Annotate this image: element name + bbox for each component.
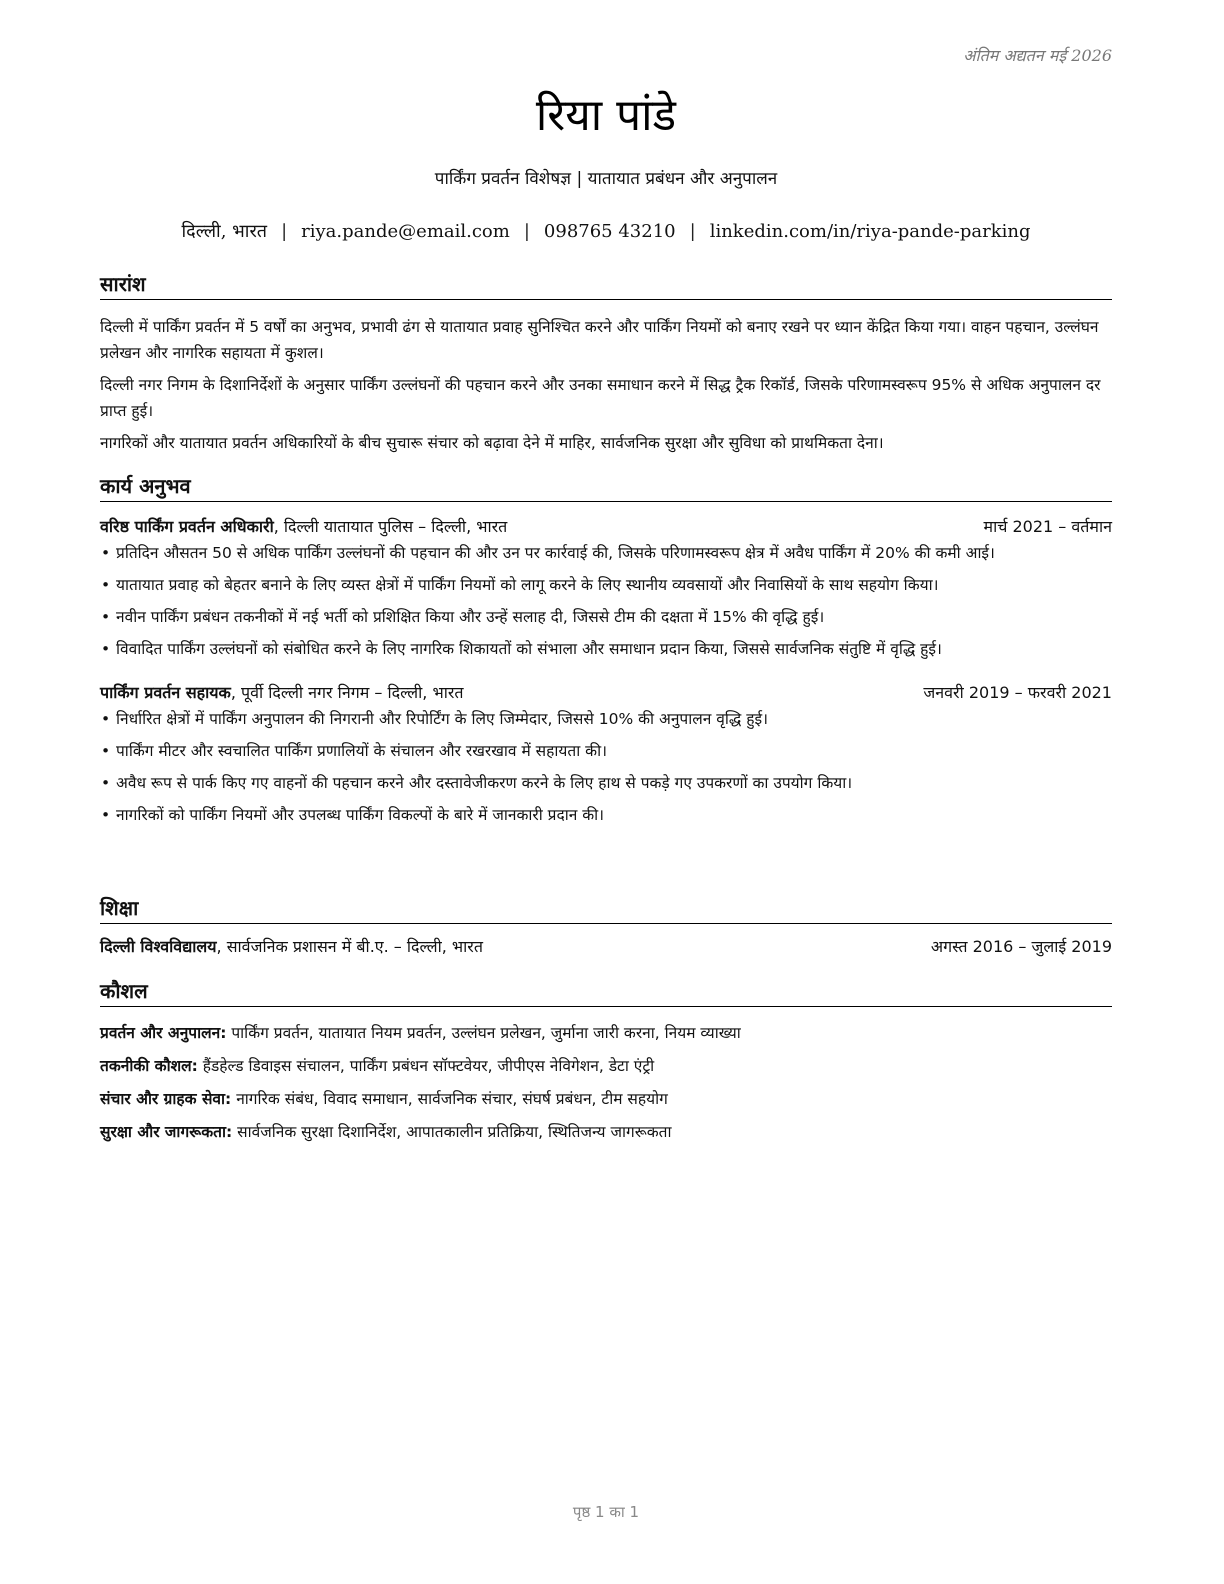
skill-label: सुरक्षा और जागरूकता: [100,1123,233,1141]
list-item: • यातायात प्रवाह को बेहतर बनाने के लिए व्यस्त क्षेत्रों में पार्किंग नियमों को लागू करने के लिए स्थानीय व्यवसायों और निवासियों के साथ सहयोग किया। [100,572,1112,598]
job-org: , पूर्वी दिल्ली नगर निगम – दिल्ली, भारत [230,683,464,702]
skills-section [100,977,1112,1149]
job-bullets [100,706,1112,828]
experience-heading: कार्य अनुभव [100,472,1112,502]
school-name: दिल्ली विश्वविद्यालय [100,937,217,956]
skill-value: नागरिक संबंध, विवाद समाधान, सार्वजनिक संचार, संघर्ष प्रबंधन, टीम सहयोग [231,1090,668,1108]
skill-label: संचार और ग्राहक सेवा: [100,1090,232,1108]
job-bullets [100,540,1112,662]
skills-list [100,1017,1112,1149]
contact-separator: | [281,221,288,242]
contact-location: दिल्ली, भारत [181,221,268,242]
job-dates: जनवरी 2019 – फरवरी 2021 [923,683,1112,702]
education-heading: शिक्षा [100,894,1112,924]
skill-row [100,1083,1112,1116]
contact-email[interactable]: riya.pande@email.com [301,221,510,242]
tagline: पार्किंग प्रवर्तन विशेषज्ञ | यातायात प्रबंधन और अनुपालन [434,169,778,189]
job-dates: मार्च 2021 – वर्तमान [983,517,1112,536]
skill-row [100,1017,1112,1050]
skill-row [100,1116,1112,1149]
education-dates: अगस्त 2016 – जुलाई 2019 [930,937,1112,956]
degree-detail: , सार्वजनिक प्रशासन में बी.ए. – दिल्ली, भारत [216,937,483,956]
job-org: , दिल्ली यातायात पुलिस – दिल्ली, भारत [273,517,508,536]
job-header [100,680,1112,706]
last-updated: अंतिम अद्यतन मई 2026 [963,46,1112,65]
skill-value: पार्किंग प्रवर्तन, यातायात नियम प्रवर्तन, उल्लंघन प्रलेखन, जुर्माना जारी करना, नियम व्याख्या [226,1024,741,1042]
list-item: • पार्किंग मीटर और स्वचालित पार्किंग प्रणालियों के संचालन और रखरखाव में सहायता की। [100,738,1112,764]
job-title: पार्किंग प्रवर्तन सहायक [100,683,231,702]
contact-separator: | [523,221,530,242]
skill-value: हैंडहेल्ड डिवाइस संचालन, पार्किंग प्रबंधन सॉफ्टवेयर, जीपीएस नेविगेशन, डेटा एंट्री [197,1057,655,1075]
experience-section [100,472,1112,828]
list-item: • निर्धारित क्षेत्रों में पार्किंग अनुपालन की निगरानी और रिपोर्टिंग के लिए जिम्मेदार, जिससे 10% की अनुपालन वृद्धि हुई। [100,706,1112,732]
skill-label: तकनीकी कौशल: [100,1057,198,1075]
contact-line [100,219,1112,245]
contact-linkedin[interactable]: linkedin.com/in/riya-pande-parking [709,221,1031,242]
skill-value: सार्वजनिक सुरक्षा दिशानिर्देश, आपातकालीन प्रतिक्रिया, स्थितिजन्य जागरूकता [232,1123,672,1141]
contact-phone: 098765 43210 [543,221,676,242]
summary-paragraph: नागरिकों और यातायात प्रवर्तन अधिकारियों के बीच सुचारू संचार को बढ़ावा देने में माहिर, सार्वजनिक सुरक्षा और सुविधा को प्राथमिकता देना। [100,434,884,452]
education-line [100,934,483,960]
page-number: पृष्ठ 1 का 1 [572,1503,640,1521]
summary-heading: सारांश [100,270,1112,300]
page-title: रिया पांडे [535,90,677,141]
list-item: • प्रतिदिन औसतन 50 से अधिक पार्किंग उल्लंघनों की पहचान की और उन पर कार्रवाई की, जिसके परिणामस्वरूप क्षेत्र में अवैध पार्किंग में 20% की कमी आई। [100,540,1112,566]
summary-paragraph: दिल्ली में पार्किंग प्रवर्तन में 5 वर्षों का अनुभव, प्रभावी ढंग से यातायात प्रवाह सुनिश्चित करने और पार्किंग नियमों को बनाए रखने पर ध्यान केंद्रित किया गया। वाहन पहचान, उल्लंघन प्रलेखन और नागरिक सहायता में कुशल। [100,318,1099,362]
job-header [100,514,1112,540]
job-title: वरिष्ठ पार्किंग प्रवर्तन अधिकारी [100,517,274,536]
contact-separator: | [689,221,696,242]
skill-row [100,1050,1112,1083]
education-section [100,894,1112,960]
resume-page [100,0,1112,1584]
job-title-line [100,514,507,540]
summary-paragraph: दिल्ली नगर निगम के दिशानिर्देशों के अनुसार पार्किंग उल्लंघनों की पहचान करने और उनका समाधान करने में सिद्ध ट्रैक रिकॉर्ड, जिसके परिणामस्वरूप 95% से अधिक अनुपालन दर प्राप्त हुई। [100,376,1101,420]
education-row [100,934,1112,960]
skills-heading: कौशल [100,977,1112,1007]
list-item: • नवीन पार्किंग प्रबंधन तकनीकों में नई भर्ती को प्रशिक्षित किया और उन्हें सलाह दी, जिससे टीम की दक्षता में 15% की वृद्धि हुई। [100,604,1112,630]
list-item: • विवादित पार्किंग उल्लंघनों को संबोधित करने के लिए नागरिक शिकायतों को संभाला और समाधान प्रदान किया, जिससे सार्वजनिक संतुष्टि में वृद्धि हुई। [100,636,1112,662]
skill-label: प्रवर्तन और अनुपालन: [100,1024,227,1042]
list-item: • अवैध रूप से पार्क किए गए वाहनों की पहचान करने और दस्तावेजीकरण करने के लिए हाथ से पकड़े गए उपकरणों का उपयोग किया। [100,770,1112,796]
job-title-line [100,680,464,706]
summary-section [100,270,1112,456]
list-item: • नागरिकों को पार्किंग नियमों और उपलब्ध पार्किंग विकल्पों के बारे में जानकारी प्रदान की। [100,802,1112,828]
